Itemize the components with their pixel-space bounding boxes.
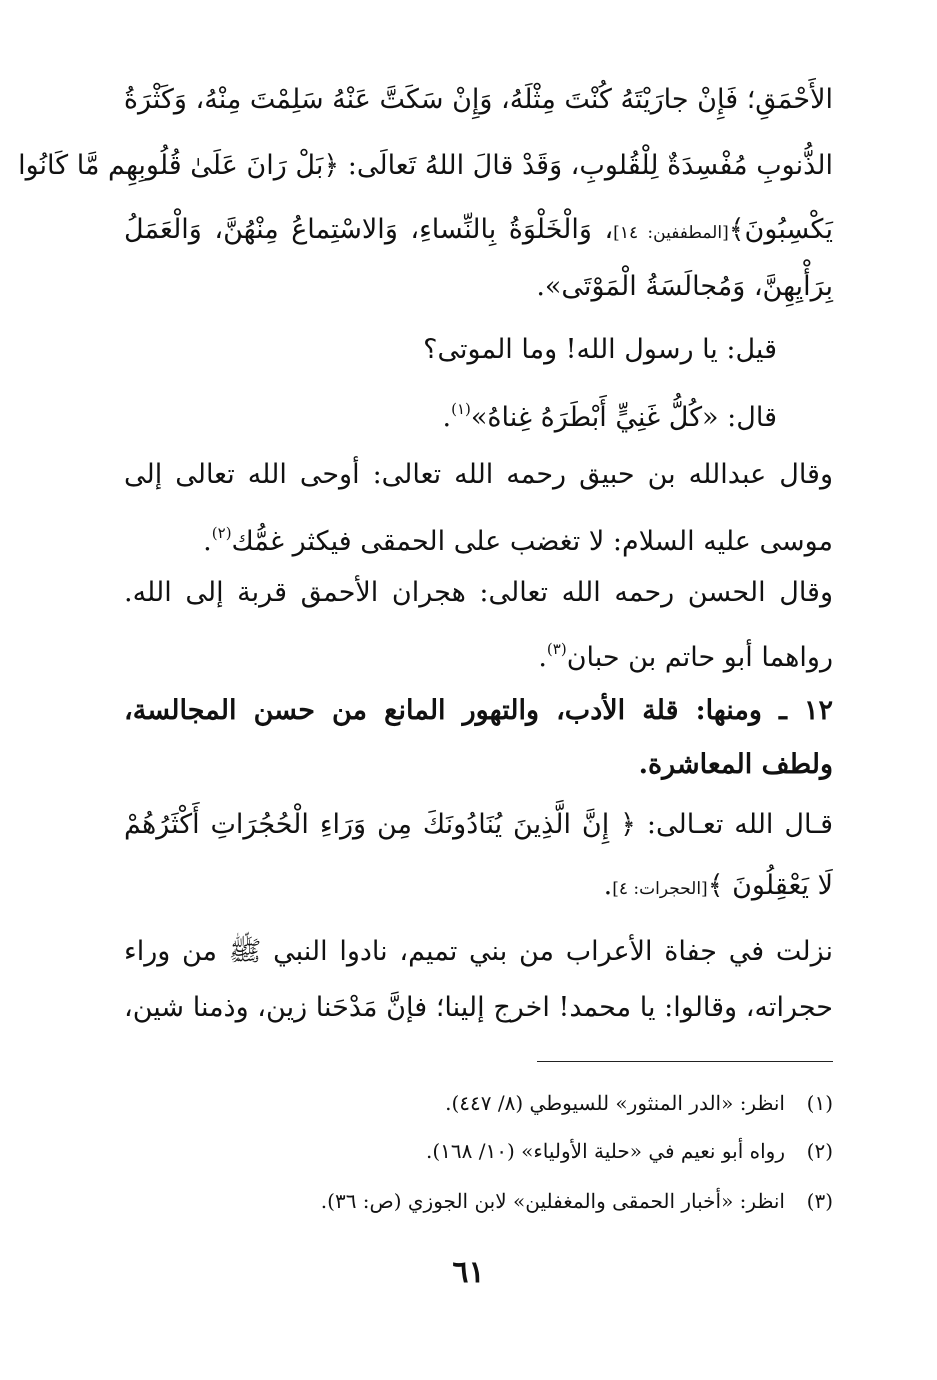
body-text: بِرَأْيِهِنَّ، وَمُجالَسَةُ الْمَوْتَى».: [536, 271, 833, 302]
footnote-1: [124, 1088, 833, 1118]
section-heading-line-2: [124, 745, 833, 785]
body-line-6: [124, 389, 777, 438]
punctuation: .: [203, 526, 212, 557]
body-text: الأَحْمَقِ؛ فَإِنْ جارَيْتَهُ كُنْتَ مِثْلَهُ، وَإِنْ سَكَتَّ عَنْهُ سَلِمْتَ مِنْهُ، وَكَثْرَةُ: [123, 84, 833, 115]
footnote-text: انظر: «الدر المنثور» للسيوطي (٨/ ٤٤٧).: [445, 1091, 785, 1115]
footnote-number: (٢): [806, 1139, 833, 1163]
body-line-11: [124, 805, 833, 845]
footnote-marker: (١): [451, 400, 471, 418]
body-line-1: [124, 80, 833, 120]
section-heading: ١٢ ـ ومنها: قلة الأدب، والتهور المانع من حسن المجالسة،: [124, 695, 833, 726]
footnote-text: رواه أبو نعيم في «حلية الأولياء» (١٠/ ١٦٨).: [425, 1139, 785, 1163]
body-text: وقال الحسن رحمه الله تعالى: هجران الأحمق قربة إلى الله.: [124, 577, 833, 608]
punctuation: .: [603, 870, 613, 901]
body-line-14: [124, 988, 833, 1028]
body-text: رواهما أبو حاتم بن حبان: [566, 642, 833, 673]
body-line-8: [124, 513, 833, 562]
footnote-marker: (٢): [211, 524, 232, 542]
body-line-9: [124, 573, 833, 613]
quran-verse-end: يَكْسِبُونَ﴾: [728, 214, 833, 245]
body-text: قيل: يا رسول الله! وما الموتى؟: [423, 334, 777, 365]
verse-reference: [الحجرات: ٤]: [612, 879, 708, 899]
body-text: الذُّنوبِ مُفْسِدَةٌ لِلْقُلوبِ، وَقَدْ قالَ اللهُ تَعالَى: ﴿بَلْ رَانَ عَلَىٰ قُلُوبِهِم مَّا كَانُوا: [18, 150, 833, 181]
footnote-separator: [537, 1061, 833, 1062]
body-text: حجراته، وقالوا: يا محمد! اخرج إلينا؛ فإنَّ مَدْحَنا زين، وذمنا شين،: [124, 992, 833, 1023]
body-line-13: [124, 932, 833, 972]
punctuation: .: [442, 402, 452, 433]
body-line-12: [124, 866, 833, 909]
quran-verse-end: لَا يَعْقِلُونَ ﴾: [707, 870, 833, 901]
footnote-marker: (٣): [546, 640, 567, 658]
page-number: ٦١: [452, 1255, 485, 1290]
body-line-5: [124, 330, 777, 370]
body-line-3: [124, 210, 833, 253]
footnote-number: (٣): [806, 1189, 833, 1213]
body-line-4: [124, 267, 833, 307]
body-line-10: [124, 629, 833, 678]
body-text: موسى عليه السلام: لا تغضب على الحمقى فيكثر غمُّك: [231, 526, 833, 557]
punctuation: .: [538, 642, 547, 673]
footnote-number: (١): [806, 1091, 833, 1115]
quran-verse: قـال الله تعـالى: ﴿ إِنَّ الَّذِينَ يُنَادُونَكَ مِن وَرَاءِ الْحُجُرَاتِ أَكْثَرُهُمْ: [124, 809, 833, 840]
footnote-text: انظر: «أخبار الحمقى والمغفلين» لابن الجوزي (ص: ٣٦).: [320, 1189, 785, 1213]
footnote-2: [124, 1136, 833, 1166]
body-text: وقال عبدالله بن حبيق رحمه الله تعالى: أوحى الله تعالى إلى: [124, 459, 833, 490]
body-line-2: [18, 146, 833, 186]
body-text: نزلت في جفاة الأعراب من بني تميم، نادوا النبي ﷺ من وراء: [124, 936, 833, 967]
section-heading: ولطف المعاشرة.: [638, 749, 833, 780]
hadith-quote: قال: «كُلُّ غَنِيٍّ أَبْطَرَهُ غِناهُ»: [470, 402, 777, 433]
footnote-3: [124, 1186, 833, 1216]
body-text: ، وَالْخَلْوَةُ بِالنِّساءِ، وَالاسْتِماعُ مِنْهُنَّ، وَالْعَمَلُ: [124, 214, 614, 245]
verse-reference: [المطففين: ١٤]: [613, 223, 729, 243]
section-heading-line-1: [124, 691, 833, 731]
body-line-7: [124, 455, 833, 495]
